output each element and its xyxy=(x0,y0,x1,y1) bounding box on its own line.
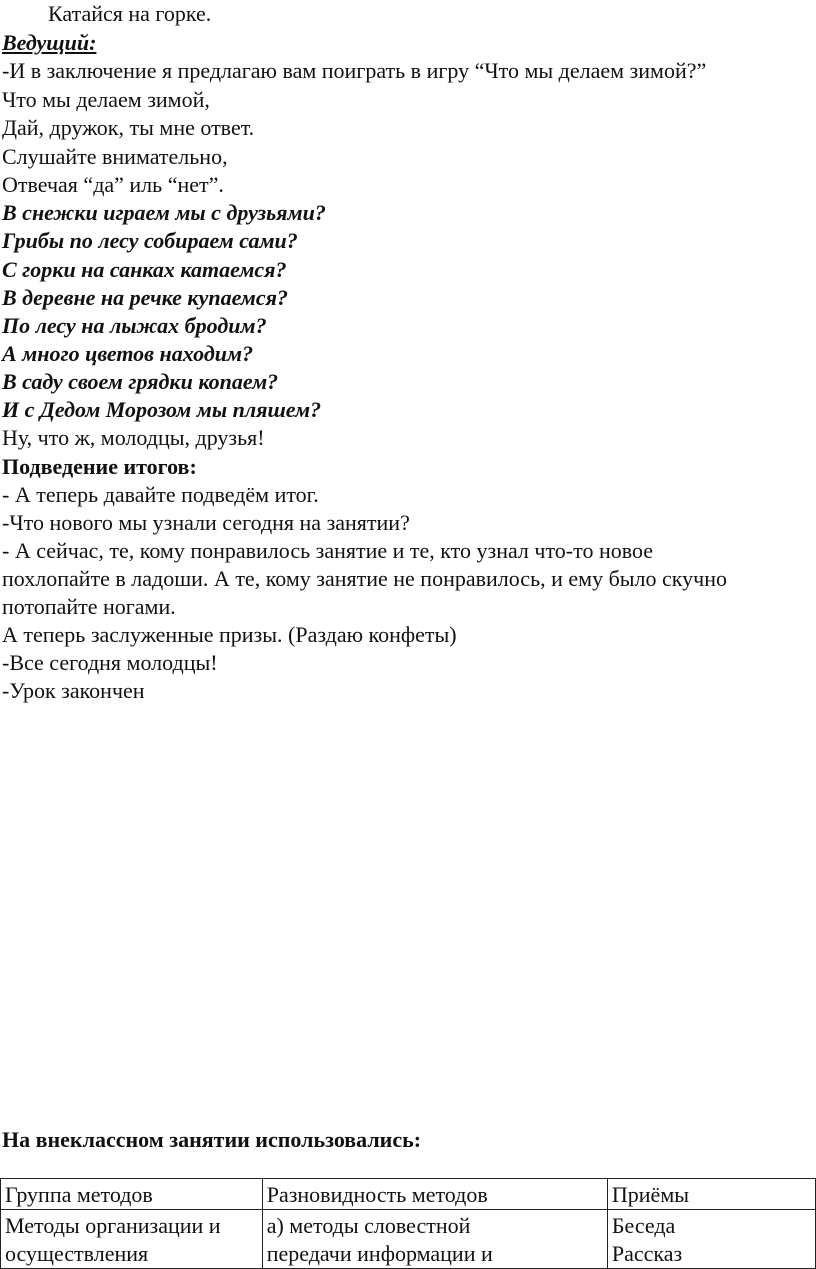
table-header-row xyxy=(1,1179,816,1210)
text-line-game-intro: -И в заключение я предлагаю вам поиграть в игру “Что мы делаем зимой?” xyxy=(2,58,707,83)
text-line-intro: Катайся на горке. xyxy=(48,1,212,26)
question-line: Грибы по лесу собираем сами? xyxy=(2,228,298,253)
table-header-cell: Группа методов xyxy=(1,1179,263,1210)
table-cell xyxy=(262,1210,607,1269)
question-line: С горки на санках катаемся? xyxy=(2,257,287,282)
text-line: - А сейчас, те, кому понравилось занятие и те, кто узнал что-то новое xyxy=(2,538,653,563)
poem-line: Дай, дружок, ты мне ответ. xyxy=(2,115,255,140)
table-cell xyxy=(607,1210,815,1269)
poem-line: Слушайте внимательно, xyxy=(2,144,228,169)
cell-text: Рассказ xyxy=(611,1241,683,1266)
speaker-heading: Ведущий: xyxy=(2,30,97,55)
question-line: В снежки играем мы с друзьями? xyxy=(2,200,326,225)
table-cell xyxy=(1,1210,263,1269)
text-line: похлопайте в ладоши. А те, кому занятие не понравилось, и ему было скучно xyxy=(2,566,728,591)
section-heading: На внеклассном занятии использовались: xyxy=(2,1127,422,1152)
cell-text: Методы организации и xyxy=(5,1213,221,1238)
text-line: Ну, что ж, молодцы, друзья! xyxy=(2,425,265,450)
poem-line: Что мы делаем зимой, xyxy=(2,87,210,112)
methods-table xyxy=(0,1178,816,1269)
text-line: А теперь заслуженные призы. (Раздаю конфеты) xyxy=(2,622,457,647)
question-line: По лесу на лыжах бродим? xyxy=(2,313,267,338)
text-line: -Что нового мы узнали сегодня на занятии? xyxy=(2,510,410,535)
text-line: -Все сегодня молодцы! xyxy=(2,650,218,675)
question-line: В саду своем грядки копаем? xyxy=(2,369,279,394)
question-line: В деревне на речке купаемся? xyxy=(2,285,288,310)
cell-text: Беседа xyxy=(611,1213,676,1238)
cell-text: осуществления xyxy=(5,1241,149,1266)
text-line: - А теперь давайте подведём итог. xyxy=(2,482,319,507)
text-line: потопайте ногами. xyxy=(2,594,176,619)
text-line: -Урок закончен xyxy=(2,678,145,703)
summary-heading: Подведение итогов: xyxy=(2,454,197,479)
question-line: И с Дедом Морозом мы пляшем? xyxy=(2,397,322,422)
cell-text: передачи информации и xyxy=(266,1241,493,1266)
table-row xyxy=(1,1210,816,1269)
question-line: А много цветов находим? xyxy=(2,341,254,366)
cell-text: а) методы словестной xyxy=(266,1213,471,1238)
table-header-cell: Приёмы xyxy=(607,1179,815,1210)
poem-line: Отвечая “да” иль “нет”. xyxy=(2,172,224,197)
table-header-cell: Разновидность методов xyxy=(262,1179,607,1210)
